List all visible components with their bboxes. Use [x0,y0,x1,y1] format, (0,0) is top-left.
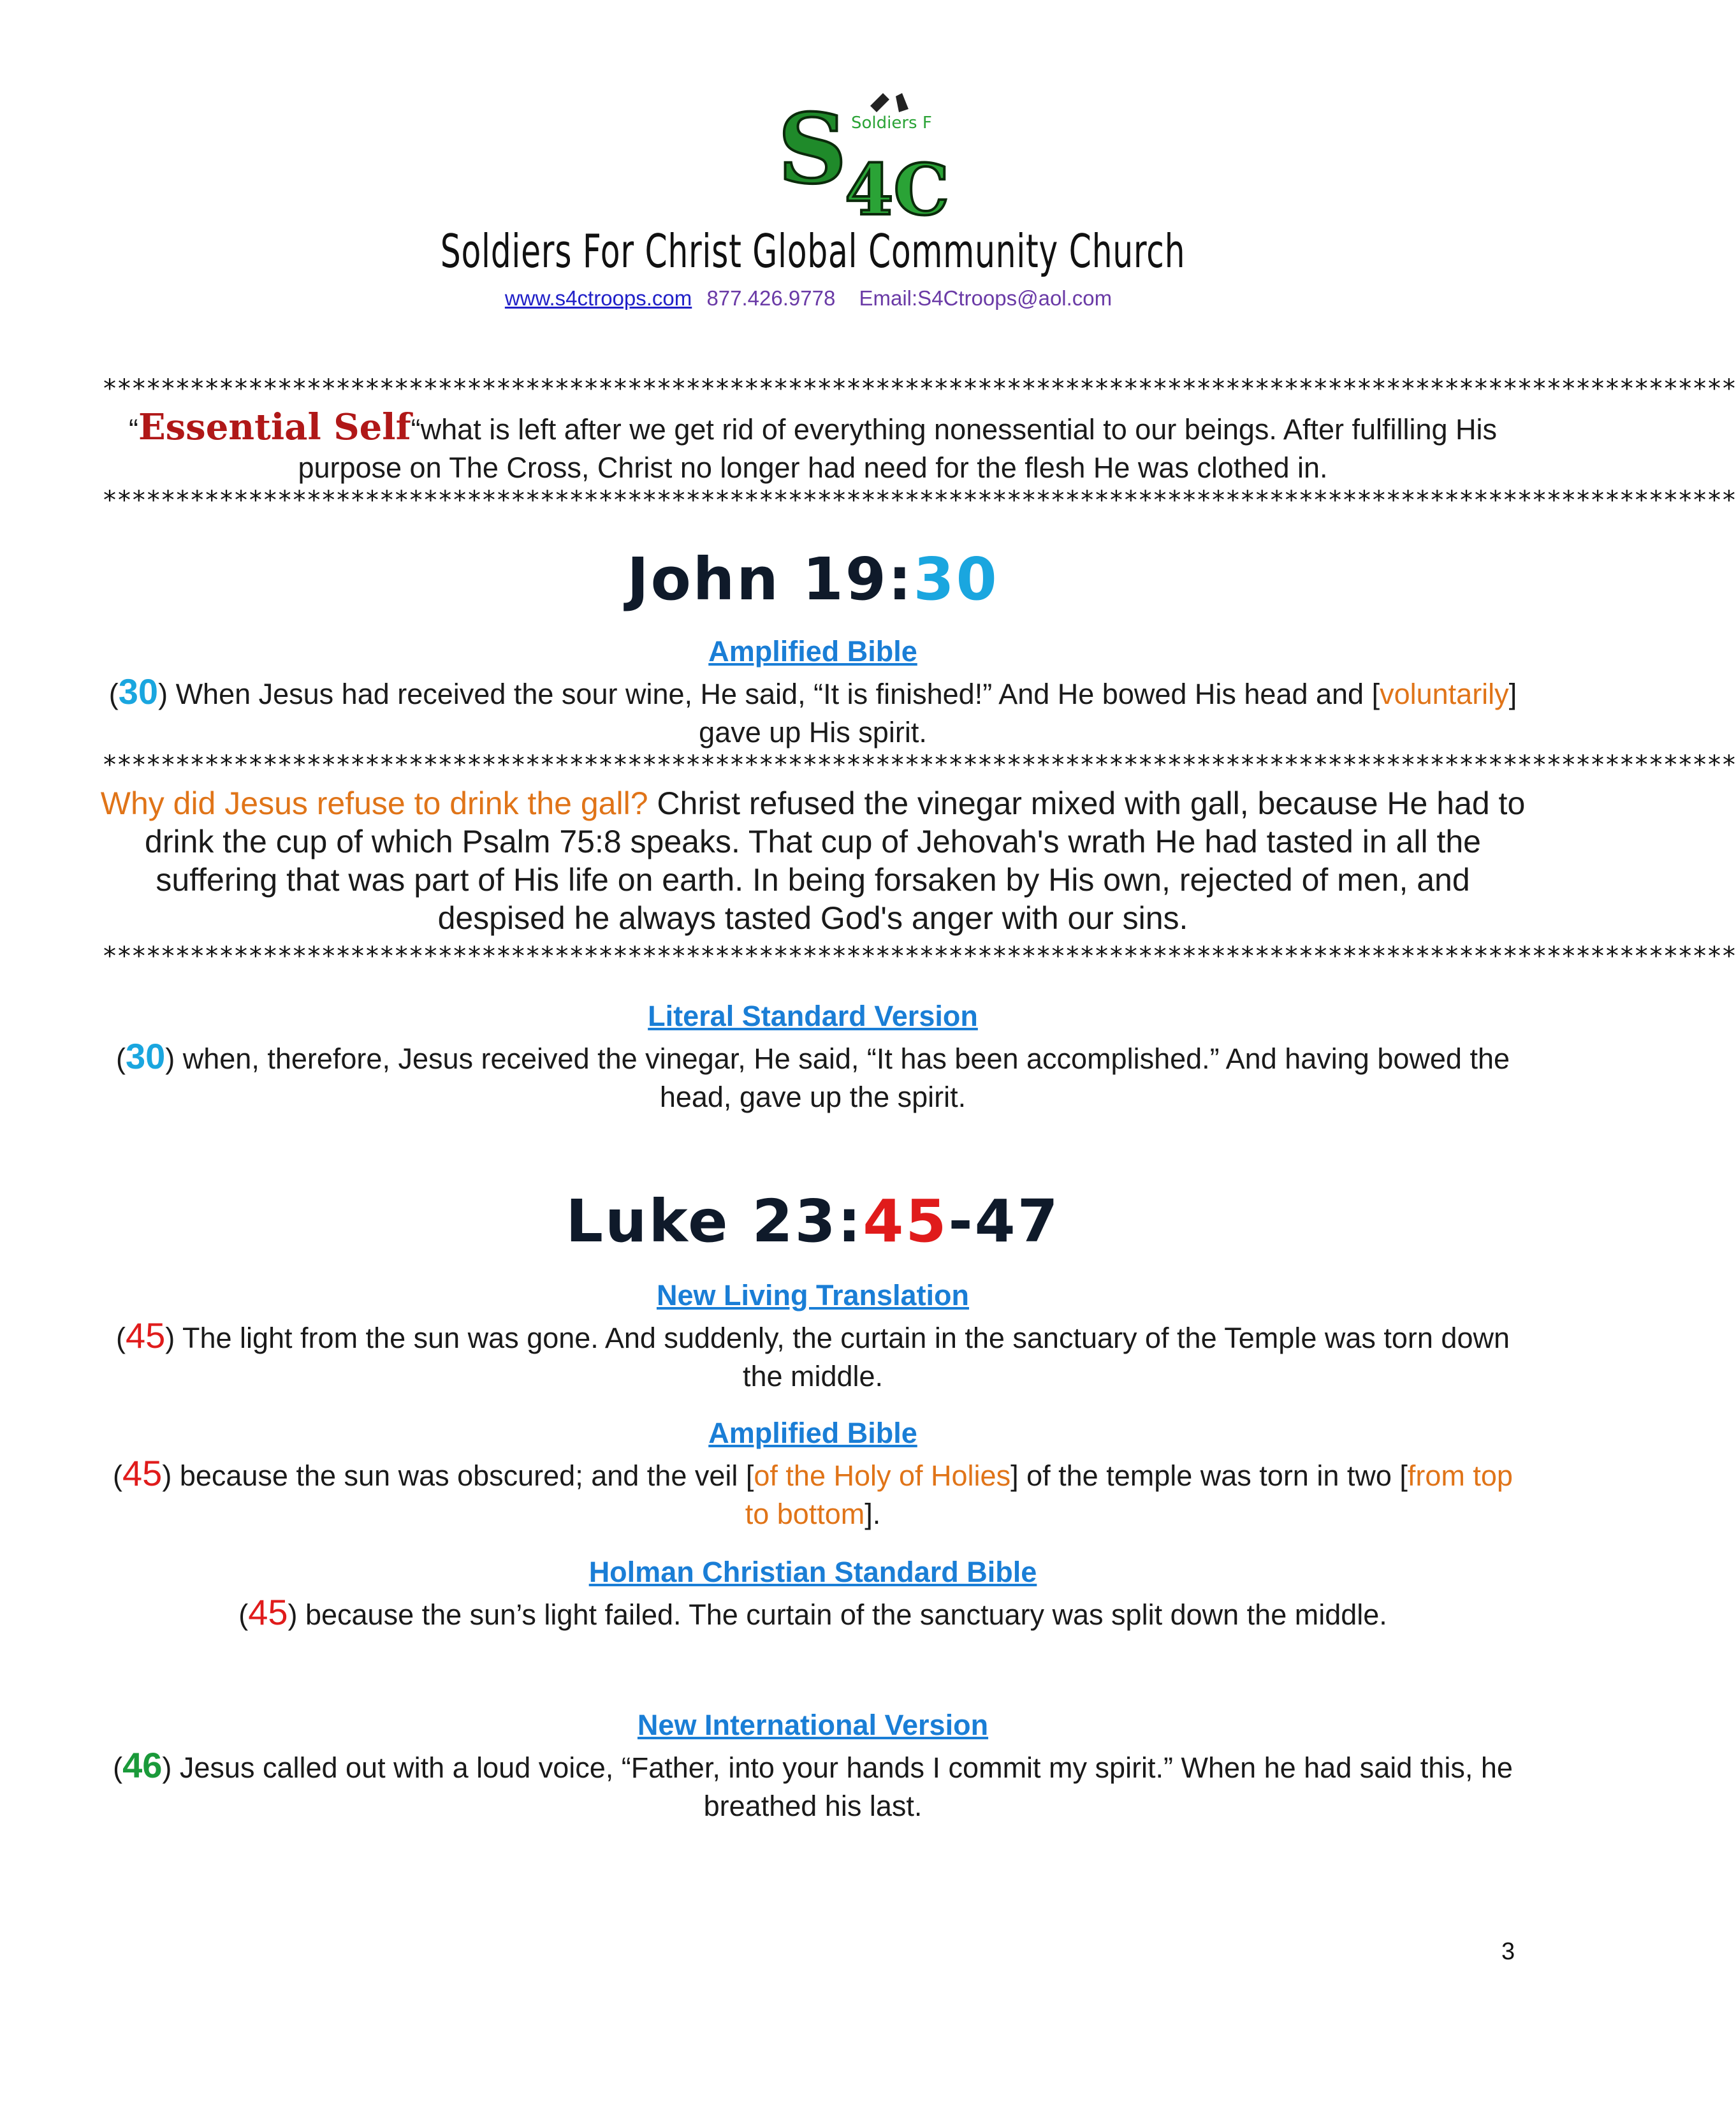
open-quote: “ [128,413,138,446]
verse-text: ) The light from the sun was gone. And suddenly, the curtain in the sanctuary of the Temple was torn down [165,1322,1510,1354]
luke-heading-book: Luke 23: [565,1187,863,1255]
verse-text: the middle. [742,1360,884,1392]
luke-amplified-verse: (45) because the sun was obscured; and the veil [of the Holy of Holies] of the temple was torn in two [from top to bottom]. [113,1453,1513,1530]
translation-label-holman[interactable]: Holman Christian Standard Bible [588,1556,1037,1588]
verse-number: 46 [122,1745,163,1785]
verse-text: ] of the temple was torn in two [ [1010,1459,1408,1492]
logo-s-letter: S [778,93,847,205]
website-link[interactable]: www.s4ctroops.com [504,286,692,310]
john-heading [0,545,1626,613]
essential-self-title: Essential Self [138,406,411,448]
luke-heading [0,1187,1626,1255]
verse-highlight: of the Holy of Holies [754,1459,1011,1492]
verse-text: ]. [864,1498,881,1530]
verse-text: head, gave up the spirit. [659,1081,966,1113]
phone-number: 877.426.9778 [706,286,836,310]
contact-line [0,286,1626,310]
luke-heading-end: -47 [948,1187,1060,1255]
verse-text: ) when, therefore, Jesus received the vinegar, He said, “It has been accomplished.” And having bowed the [165,1042,1510,1075]
john-literal-verse: (30) when, therefore, Jesus received the vinegar, He said, “It has been accomplished.” And having bowed the head, gave up the spirit. [89,1037,1536,1116]
verse-text: ) Jesus called out with a loud voice, “Father, into your hands I commit my spirit.” When he had said this, he [162,1751,1513,1784]
verse-text: ] [1508,678,1517,710]
verse-text: ) When Jesus had received the sour wine, He said, “It is finished!” And He bowed His head and [ [158,678,1380,710]
gall-line: despised he always tasted God's anger with our sins. [437,900,1188,936]
luke-holman-verse: (45) because the sun’s light failed. The curtain of the sanctuary was split down the middle. [238,1592,1387,1632]
translation-label-amplified[interactable]: Amplified Bible [708,635,917,668]
essential-self-paragraph [89,408,1536,487]
gall-line: drink the cup of which Psalm 75:8 speaks. That cup of Jehovah's wrath He had tasted in all the [145,824,1481,859]
translation-label-literal[interactable]: Literal Standard Version [648,1000,978,1032]
essential-self-line2: purpose on The Cross, Christ no longer had need for the flesh He was clothed in. [298,451,1328,484]
separator-line: **************************************************************************************************************** [102,750,1736,780]
separator-line: **************************************************************************************************************** [102,486,1736,515]
translation-label-nlt[interactable]: New Living Translation [656,1279,970,1311]
translation-label-amplified[interactable]: Amplified Bible [708,1417,917,1449]
separator-line: **************************************************************************************************************** [102,374,1736,404]
separator-line: **************************************************************************************************************** [102,942,1736,971]
church-logo [775,93,950,231]
email-address: Email:S4Ctroops@aol.com [859,286,1112,310]
verse-text: gave up His spirit. [699,716,927,749]
verse-number: 45 [122,1453,163,1493]
page-number: 3 [1501,1938,1515,1965]
verse-number: 45 [248,1592,288,1632]
verse-number: 30 [118,671,159,712]
gall-question: Why did Jesus refuse to drink the gall? [100,785,648,821]
verse-highlight: from top [1407,1459,1513,1492]
essential-self-line1: “what is left after we get rid of everything nonessential to our beings. After fulfilling His [411,413,1498,446]
luke-niv-verse: (46) Jesus called out with a loud voice, “Father, into your hands I commit my spirit.” When he had said this, he breathed his last. [89,1746,1536,1825]
verse-text: breathed his last. [703,1790,923,1822]
gall-line: suffering that was part of His life on earth. In being forsaken by His own, rejected of men, and [156,862,1470,898]
john-heading-verse: 30 [913,545,999,613]
gall-paragraph [89,784,1536,937]
translation-label-niv[interactable]: New International Version [637,1709,989,1741]
luke-nlt-verse: (45) The light from the sun was gone. And suddenly, the curtain in the sanctuary of the Temple was torn down the middle. [89,1317,1536,1396]
verse-number: 30 [125,1036,166,1076]
church-name: Soldiers For Christ Global Community Church [440,224,1186,278]
logo-4c-letters: 4C [845,149,950,231]
john-amplified-verse: (30) When Jesus had received the sour wine, He said, “It is finished!” And He bowed His head and [voluntarily] gave up His spirit. [89,673,1536,752]
verse-text: ) because the sun’s light failed. The curtain of the sanctuary was split down the middle. [288,1598,1387,1631]
logo-small-text: Soldiers F [851,113,932,133]
john-heading-book: John 19: [627,545,914,613]
verse-highlight: voluntarily [1380,678,1509,710]
luke-heading-verse: 45 [863,1187,949,1255]
verse-highlight: to bottom [745,1498,865,1530]
gall-line: Christ refused the vinegar mixed with gall, because He had to [648,785,1526,821]
verse-text: ) because the sun was obscured; and the veil [ [162,1459,754,1492]
verse-number: 45 [125,1315,166,1355]
